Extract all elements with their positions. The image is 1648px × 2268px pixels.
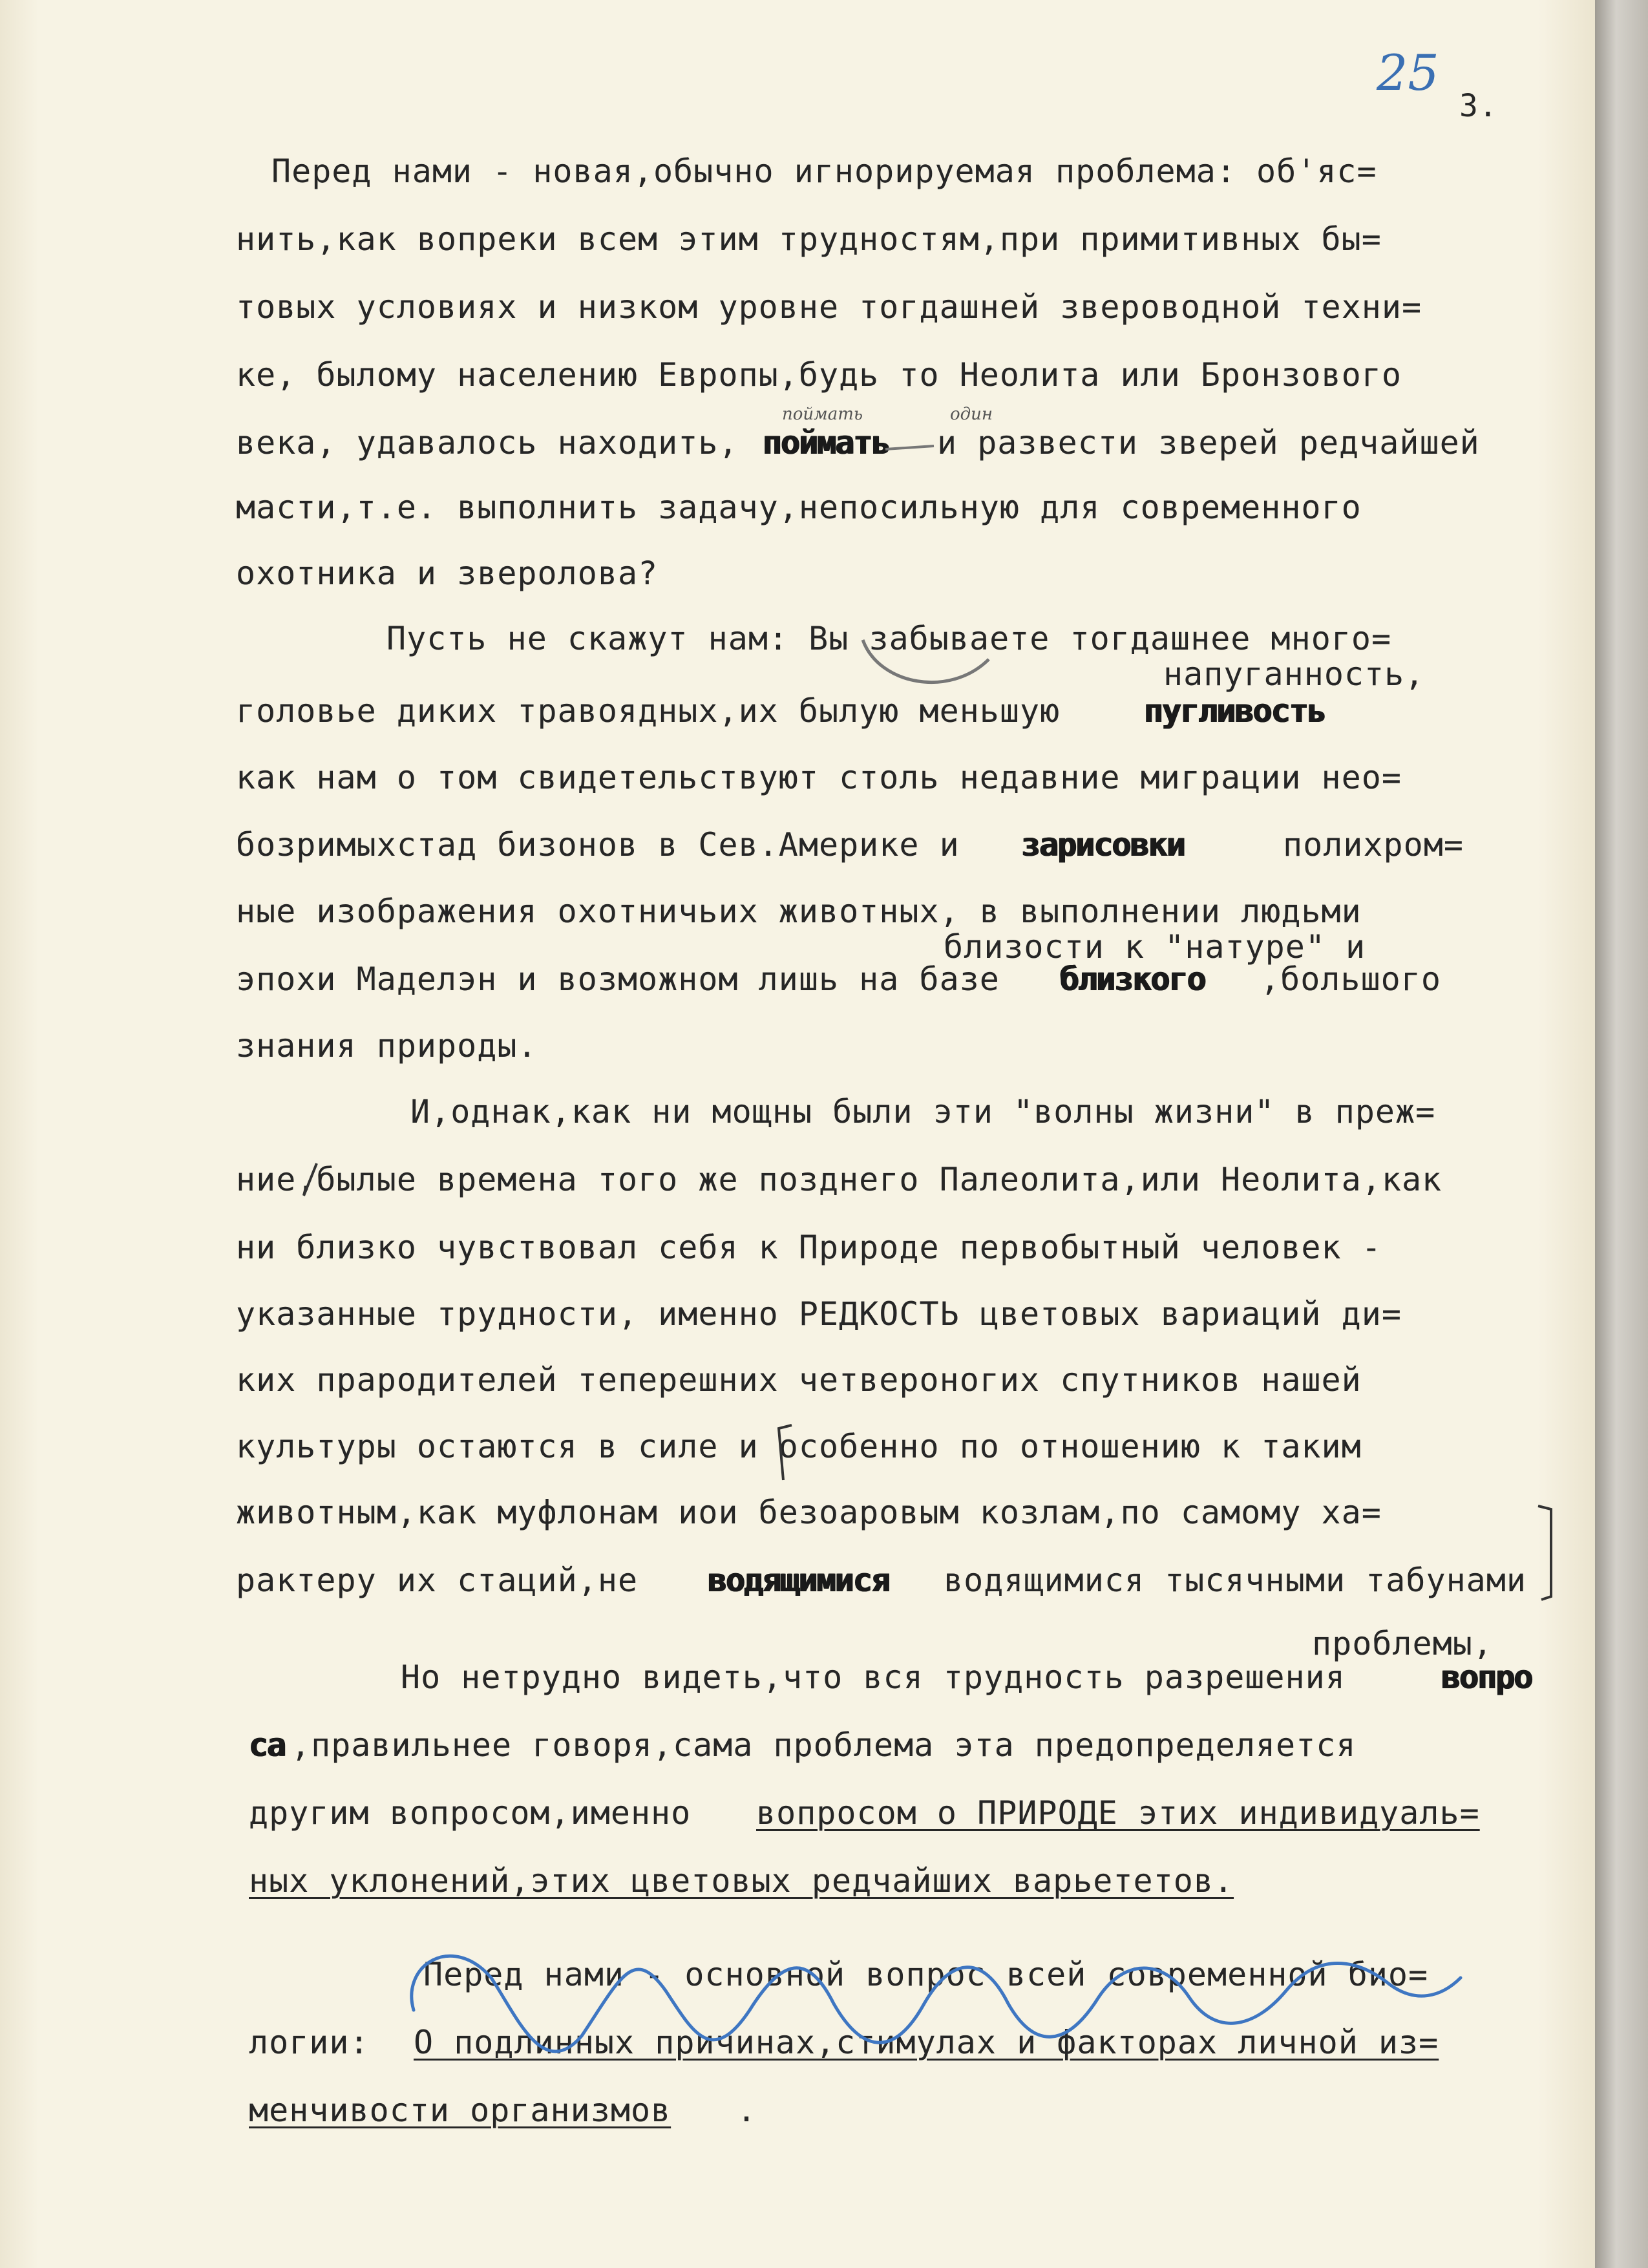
text-line: Но нетрудно видеть,что вся трудность разрешения xyxy=(401,1659,1346,1696)
text-line: водящимися тысячными табунами xyxy=(944,1562,1527,1599)
inserted-text: близости к "натуре" и xyxy=(944,928,1366,966)
text-line: рактеру их стаций,не xyxy=(236,1562,639,1599)
pencil-dash-mark xyxy=(885,446,934,449)
text-line: ,правильнее говоря,сама проблема эта предопределяется xyxy=(291,1726,1357,1764)
underlined-text: менчивости организмов xyxy=(249,2092,671,2129)
text-line: охотника и зверолова? xyxy=(236,555,659,592)
text-line: ние,былые времена того же позднего Палеолита,или Неолита,как xyxy=(236,1161,1442,1198)
struck-word: водящимися xyxy=(708,1562,890,1599)
text-line: логии: xyxy=(249,2024,370,2061)
inserted-text: напуганность, xyxy=(1163,655,1425,693)
text-line: Перед нами - основной вопрос всей современной био= xyxy=(423,1956,1429,1993)
insertion-caret-mark xyxy=(304,1163,317,1196)
text-line: Пусть не скажут нам: Вы забываете тогдашнее много= xyxy=(386,620,1392,657)
text-line: ни близко чувствовал себя к Природе первобытный человек - xyxy=(236,1229,1382,1266)
pencil-note: один xyxy=(950,405,993,424)
struck-word: са xyxy=(249,1726,286,1764)
text-line: века, удавалось находить, xyxy=(236,424,739,461)
text-line: другим вопросом,именно xyxy=(249,1794,692,1832)
text-line: нить,как вопреки всем этим трудностям,при примитивных бы= xyxy=(236,220,1382,258)
pencil-note: поймать xyxy=(782,405,863,424)
underlined-text: ных уклонений,этих цветовых редчайших варьететов. xyxy=(249,1862,1234,1900)
underlined-text: вопросом о ПРИРОДЕ этих индивидуаль= xyxy=(756,1794,1480,1832)
text-line: масти,т.е. выполнить задачу,непосильную для современного xyxy=(236,489,1362,526)
pencil-arc-mark xyxy=(863,640,989,683)
text-line: и развести зверей редчайшей xyxy=(937,424,1480,461)
struck-word: близкого xyxy=(1060,960,1205,998)
underlined-text: О подлинных причинах,стимулах и факторах личной из= xyxy=(414,2024,1439,2061)
bracket-mark xyxy=(779,1425,792,1480)
page-edge xyxy=(1595,0,1648,2268)
page-number: 3. xyxy=(1459,88,1498,124)
text-line: ные изображения охотничьих животных, в выполнении людьми xyxy=(236,893,1362,930)
struck-word: вопро xyxy=(1441,1659,1532,1696)
text-line: культуры остаются в силе и особенно по отношению к таким xyxy=(236,1428,1362,1465)
folio-number: 25 xyxy=(1377,44,1439,101)
text-line: ,большого xyxy=(1260,960,1441,998)
text-line: головье диких травоядных,их былую меньшую xyxy=(236,692,1061,730)
text-line: животным,как муфлонам иои безоаровым козлам,по самому ха= xyxy=(236,1494,1382,1531)
inserted-text: проблемы, xyxy=(1312,1625,1493,1662)
text-line: товых условиях и низком уровне тогдашней звероводной техни= xyxy=(236,288,1422,326)
text-line: указанные трудности, именно РЕДКОСТЬ цветовых вариаций ди= xyxy=(236,1295,1402,1333)
struck-word: пугливость xyxy=(1144,692,1326,730)
text-line: Перед нами - новая,обычно игнорируемая проблема: об'яс= xyxy=(271,153,1377,190)
text-line: как нам о том свидетельствуют столь недавние миграции нео= xyxy=(236,759,1402,796)
margin-bracket-mark xyxy=(1538,1506,1551,1600)
text-line: бозримыхстад бизонов в Сев.Америке и xyxy=(236,826,960,864)
text-line: . xyxy=(737,2092,757,2129)
text-line: знания природы. xyxy=(236,1027,538,1065)
text-line: полихром= xyxy=(1283,826,1464,864)
text-line: ких прародителей теперешних четвероногих спутников нашей xyxy=(236,1361,1362,1399)
struck-word: зарисовки xyxy=(1021,826,1185,864)
ink-scribble-mark xyxy=(412,1956,1461,2051)
text-line: И,однак,как ни мощны были эти "волны жизни" в преж= xyxy=(410,1093,1436,1130)
text-line: эпохи Маделэн и возможном лишь на базе xyxy=(236,960,1000,998)
text-line: ке, былому населению Европы,будь то Неолита или Бронзового xyxy=(236,356,1402,394)
struck-word: поймать xyxy=(763,424,890,461)
